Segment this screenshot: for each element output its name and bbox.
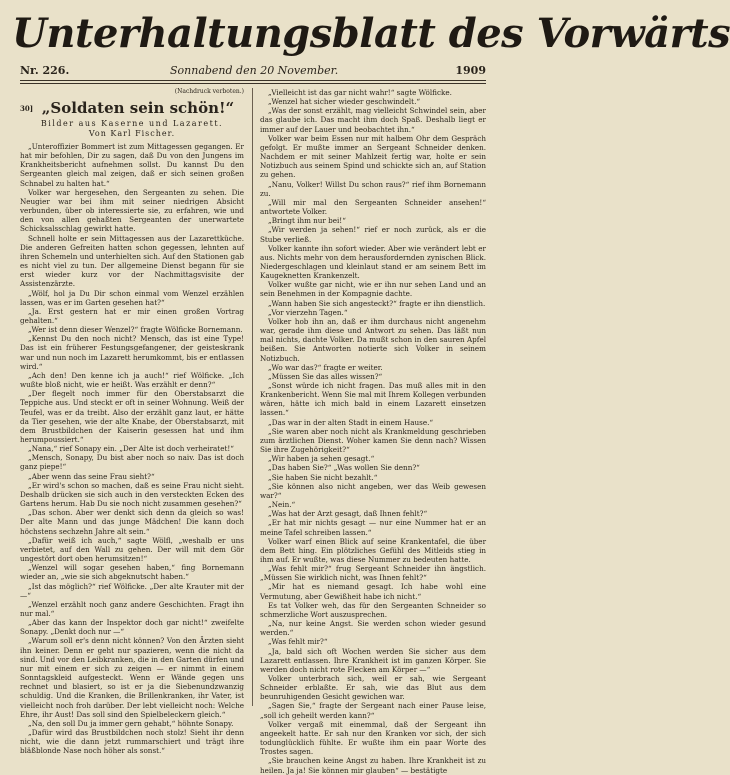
issue-line	[20, 64, 486, 78]
article-paragraph: „Nein.“	[268, 500, 296, 510]
article-paragraph: „Sagen Sie,“ fragte der Sergeant nach einer Pause leise, „soll ich geheilt werden kann?“	[260, 701, 486, 720]
article-headline: „Soldaten sein schön!“	[41, 99, 235, 117]
article-paragraph: Volker unterbrach sich, weil er sah, wie Sergeant Schneider erblaßte. Er sah, wie das Blut aus dem beunruhigenden Gesicht gewichen war.	[260, 674, 486, 702]
article-paragraph: „Was fehlt mir?“	[268, 637, 328, 647]
article-paragraph: „Bringt ihm nur bei!“	[268, 216, 346, 226]
header-rule-top	[20, 80, 486, 81]
article-paragraph: Volker wußte gar nicht, wie er ihn nur sehen Land und an sein Benehmen in der Kompagnie dachte.	[260, 280, 486, 299]
article-paragraph: Volker war hergesehen, den Sergeanten zu sehen. Die Neugier war bei ihm mit seiner niedrigen Absicht verbunden, über ob interessierte sie, zu erfahren, wie und den von allen gehaßten Sergeanten der unerwartete Schicksalsschlag gewirkt hatte.	[20, 187, 244, 234]
article-paragraph: Volker kannte ihn sofort wieder. Aber wie verändert lebt er aus. Nichts mehr von dem herausfordernden zynischen Blick. Niedergeschlagen und kleinlaut stand er am seinem Bett im Kaugeknetten Krankenzelt.	[260, 243, 486, 281]
article-paragraph: „Was hat der Arzt gesagt, daß Ihnen fehlt?“	[268, 509, 428, 519]
masthead-title: Unterhaltungsblatt des Vorwärts	[12, 10, 730, 57]
article-paragraph: „Vor vierzehn Tagen.“	[268, 307, 348, 317]
reprint-note: (Nachdruck verboten.)	[174, 88, 244, 95]
article-paragraph: „Warum soll er's denn nicht können? Von den Ärzten sieht ihn keiner. Denn er geht nur spazieren, wenn die nicht da sind. Und vor den Leibkranken, die in den Garten dürfen und nur mit einem er sich zu zeigen — er nimmt in einem Sonntagskleid aufgesteckt. Wenn er Wände gegen uns rechnet und blasiert, so ist er ja die Siebenundzwanzig schuldig. Und die Kranken, die Brillenkranken, ihr Vater, ist vielleicht noch froh darüber. Der lebt vielleicht noch: Welche Ehre, ihr Aust! Das soll sind den Spielbeleckern gleich.“	[20, 636, 244, 719]
article-paragraph: „Was fehlt mir?“ frug Sergeant Schneider ihn ängstlich. „Müssen Sie wirklich nicht, was Ihnen fehlt?“	[260, 564, 486, 583]
article-paragraph: Volker war beim Essen nur mit halbem Ohr dem Gespräch gefolgt. Er mußte immer an Sergeant Schneider denken. Nachdem er mit seiner Mahlzeit fertig war, holte er sein Notizbuch aus seinem Spind und schickte sich an, auf Station zu gehen.	[260, 133, 486, 180]
header-rule-bottom	[20, 83, 486, 84]
article-paragraph: Es tat Volker weh, das für den Sergeanten Schneider so schmerzliche Wort auszusprechen.	[260, 600, 486, 619]
article-paragraph: „Sie brauchen keine Angst zu haben. Ihre Krankheit ist zu heilen. Ja ja! Sie können mir glauben“ — bestätigte	[260, 756, 486, 775]
article-paragraph: „Dafür wird das Brustbildchen noch stolz! Sieht ihr denn nicht, wie die dann jetzt rummarschiert und trägt ihre bläßblonde Nase noch höher als sonst.“	[20, 728, 244, 756]
article-paragraph: „Aber wenn das seine Frau sieht?“	[28, 471, 155, 481]
left-column-body	[20, 142, 244, 755]
issue-year: 1909	[455, 64, 486, 77]
article-paragraph: „Sie waren aber noch nicht als Krankmeldung geschrieben zum ärztlichen Dienst. Woher kamen Sie denn nach? Wissen Sie ihre Zugehörigkeit?“	[260, 426, 486, 455]
article-paragraph: „Das war in der alten Stadt in einem Hause.“	[268, 417, 434, 427]
article-paragraph: „Wölf, hol ja Du Dir schon einmal vom Wenzel erzählen lassen, was er im Garten gesehen hat?“	[20, 288, 244, 307]
article-paragraph: Volker warf einen Blick auf seine Krankentafel, die über dem Bett hing. Ein plötzliches Gefühl des Mitleids stieg in ihm auf. Er wußte, was diese Nummer zu bedeuten hatte.	[260, 536, 486, 564]
left-column	[20, 88, 244, 756]
article-paragraph: Schnell holte er sein Mittagessen aus der Lazarettküche. Die anderen Gefreiten hatten schon gegessen, lehnten auf ihren Schemeln und unterhielten sich. Auf den Stationen gab es nicht viel zu tun. Der allgemeine Dienst begann für sie erst wieder kurz vor der Nachmittagsvisite der Assistenzärzte.	[20, 233, 244, 289]
issue-date: Sonnabend den 20 November.	[170, 64, 339, 77]
article-paragraph: „Na, den soll Du ja immer gern gehabt,“ höhnte Sonapy.	[28, 718, 234, 728]
right-column-body	[260, 88, 486, 775]
article-paragraph: „Wann haben Sie sich angesteckt?“ fragte er ihn dienstlich.	[268, 298, 486, 308]
section-number: 30]	[20, 104, 34, 113]
article-paragraph: „Na, nur keine Angst. Sie werden schon wieder gesund werden.“	[260, 619, 486, 638]
right-column	[260, 88, 486, 775]
article-paragraph: „Wir werden ja sehen!“ rief er noch zurück, als er die Stube verließ.	[260, 225, 486, 244]
article-paragraph: „Sie können also nicht angeben, wer das Weib gewesen war?“	[260, 481, 486, 500]
article-paragraph: „Will mir mal den Sergeanten Schneider ansehen!“ antwortete Volker.	[260, 197, 486, 217]
article-paragraph: Volker hob ihn an, daß er ihm durchaus nicht angenehm war, gerade ihm diese und Antwort zu sehen. Das läßt nun mal nichts, dachte Volker. Da mußt schon in den sauren Apfel beißen. Sie Antworten notierte sich Volker in seinem Notizbuch.	[260, 316, 486, 363]
article-paragraph: „Ach den! Den kenne ich ja auch!“ rief Wölficke. „Ich wußte bloß nicht, wie er heißt. Was erzählt er denn?“	[20, 370, 244, 390]
issue-number: Nr. 226.	[20, 64, 70, 77]
article-paragraph: „Aber das kann der Inspektor doch gar nicht!“ zweifelte Sonapy. „Denkt doch nur —“	[20, 618, 244, 637]
article-paragraph: „Ja. Erst gestern hat er mir einen großen Vortrag gehalten.“	[20, 306, 244, 325]
article-paragraph: „Sie haben Sie nicht bezahlt.“	[268, 472, 378, 482]
article-byline: Von Karl Fischer.	[88, 129, 176, 138]
article-paragraph: „Was der sonst erzählt, mag vielleicht Schwindel sein, aber das glaube ich. Das macht ihm doch Spaß. Deshalb liegt er immer auf der Lauer und beobachtet ihn.“	[260, 106, 486, 134]
article-paragraph: „Kennst Du den noch nicht? Mensch, das ist eine Type! Das ist ein früherer Festungsgefangener, der geisteskrank war und nun noch im Lazarett herumkommt, bis er entlassen wird.“	[20, 334, 244, 371]
article-paragraph: „Dafür weiß ich auch,“ sagte Wölfl, „weshalb er uns verbietet, auf den Wall zu gehen. Der will mit dem Gör ungestört dort oben herumsitzen!“	[20, 535, 244, 564]
article-paragraph: „Wer ist denn dieser Wenzel?“ fragte Wölficke Bornemann.	[28, 325, 243, 335]
article-paragraph: Volker vergaß mit einemmal, daß der Sergeant ihn angeekelt hatte. Er sah nur den Kranken vor sich, der sich todunglücklich fühlte. Er wußte ihm ein paar Worte des Trostes sagen.	[260, 719, 486, 757]
column-divider	[252, 88, 253, 706]
article-paragraph: „Nana,“ rief Sonapy ein. „Der Alte ist doch verheiratet!“	[28, 444, 234, 454]
article-paragraph: „Wenzel will sogar gesehen haben,“ fing Bornemann wieder an, „wie sie sich abgeknutscht haben.“	[20, 563, 244, 582]
article-paragraph: „Mir hat es niemand gesagt. Ich habe wohl eine Vermutung, aber Gewißheit habe ich nicht.“	[260, 582, 486, 601]
article-paragraph: „Das haben Sie?“ „Was wollen Sie denn?“	[268, 463, 420, 473]
article-paragraph: „Ja, bald sich oft Wochen werden Sie sicher aus dem Lazarett entlassen. Ihre Krankheit ist im ganzen Körper. Sie werden doch nicht rote Flecken am Körper —“	[260, 646, 486, 674]
article-paragraph: „Wenzel erzählt noch ganz andere Geschichten. Fragt ihn nur mal.“	[20, 599, 244, 618]
article-paragraph: „Nanu, Volker! Willst Du schon raus?“ rief ihm Bornemann zu.	[260, 179, 486, 198]
article-paragraph: „Er hat mir nichts gesagt — nur eine Nummer hat er an meine Tafel schreiben lassen.“	[260, 518, 486, 537]
article-paragraph: „Das schon. Aber wer denkt sich denn da gleich so was! Der alte Mann und das junge Mädchen! Die kann doch höchstens sechzehn Jahre alt sein.“	[20, 508, 244, 536]
article-paragraph: „Vielleicht ist das gar nicht wahr!“ sagte Wölficke.	[268, 88, 452, 97]
article-paragraph: „Der flegelt noch immer für den Oberstabsarzt die Teppiche aus. Und steckt er oft in seiner Wohnung. Weiß der Teufel, was er da treibt. Also der erzählt ganz laut, er hätte da Tier gesehen, wie der alte Knabe, der Oberstabsarzt, mit dem Brustbildchen der Kaiserin gesessen hat und ihm herumpoussiert.“	[20, 389, 244, 444]
article-paragraph: „Er wird's schon so machen, daß es seine Frau nicht sieht. Deshalb drücken sie sich auch in den versteckten Ecken des Gartens herum. Hab Du sie noch nicht zusammen gesehen?“	[20, 480, 244, 509]
article-paragraph: „Unteroffizier Bommert ist zum Mittagessen gegangen. Er hat mir befohlen, Dir zu sagen, daß Du von den Jungens im Krankheitsbericht aufnehmen sollst. Du kannst Du den Sergeanten gleich mal zeigen, daß er sich seinen großen Schnabel zu halten hat.“	[20, 142, 244, 188]
article-paragraph: „Müssen Sie das alles wissen?“	[268, 371, 383, 381]
article-paragraph: „Mensch, Sonapy, Du bist aber noch so naiv. Das ist doch ganz piepe!“	[20, 453, 244, 472]
article-paragraph: „Sonst würde ich nicht fragen. Das muß alles mit in den Krankenbericht. Wenn Sie mal mit Ihrem Kollegen verbunden wären, hätte ich mich bald in einem Lazarett einsetzen lassen.“	[260, 381, 486, 418]
article-paragraph: „Ist das möglich?“ rief Wölficke. „Der alte Krauter mit der —“	[20, 581, 244, 600]
article-paragraph: „Wenzel hat sicher wieder geschwindelt.“	[268, 97, 421, 107]
article-subheadline: Bilder aus Kaserne und Lazarett.	[40, 119, 224, 128]
article-paragraph: „Wo war das?“ fragte er weiter.	[268, 362, 383, 372]
article-paragraph: „Wir haben ja sehen gesagt.“	[268, 454, 375, 464]
